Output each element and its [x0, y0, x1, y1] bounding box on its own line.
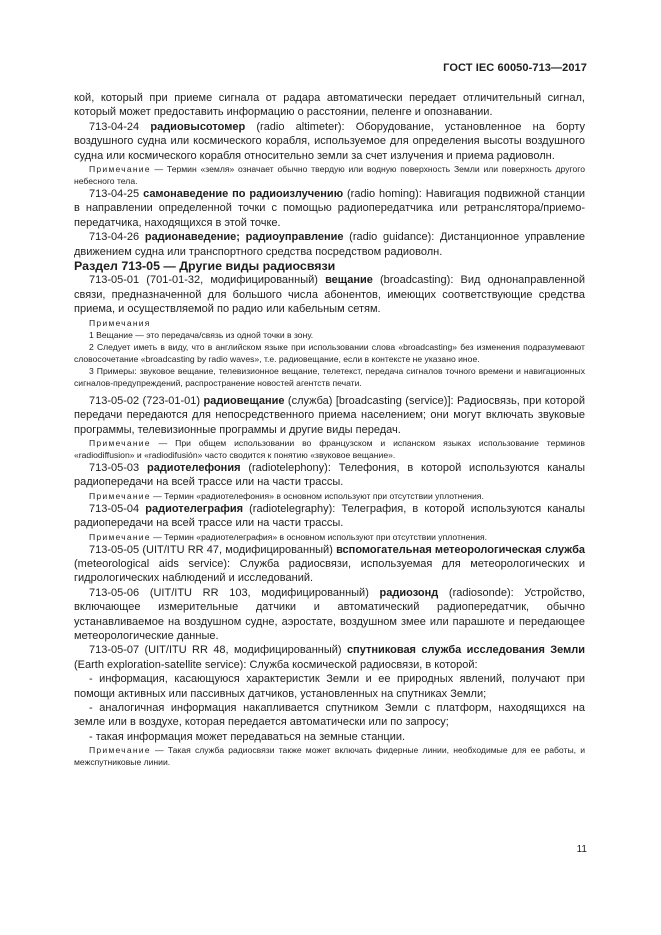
note-label: Примечание — [89, 164, 151, 175]
term-definition: (служба) [broadcasting (service)]: Радиосвязь, при которой передачи передаются для непосредственного приема населением; они могут включать звуковые программы, телевизионные программы и другие виды передач. — [74, 394, 585, 436]
term-definition: (radio altimeter): Оборудование, установленное на борту воздушного судна или космического корабля, используемое для определения высоты воздушного судна или космического корабля относительно земли за счет излучения и приема радиоволн. — [74, 120, 585, 162]
term-name: радиовещание — [203, 394, 285, 407]
note-text: — Термин «земля» означает обычно твердую или водную поверхность Земли или поверхность другого небесного тела. — [74, 164, 585, 187]
term-713-04-26 — [74, 230, 585, 259]
term-713-04-24 — [74, 120, 585, 163]
term-number: 713-05-01 (701-01-32, модифицированный) — [89, 274, 326, 287]
note-label: Примечание — [89, 490, 151, 501]
term-name: радиотелефония — [146, 461, 241, 474]
paragraph-continuation: кой, который при приеме сигнала от радара автоматически передает отличительный сигнал, который может предоставить информацию о расстоянии, пеленге и опознавании. — [74, 92, 585, 119]
term-713-05-01 — [74, 273, 585, 316]
page-number: 11 — [576, 844, 587, 855]
term-number: 713-05-02 (723-01-01) — [89, 394, 204, 407]
term-number: 713-04-26 — [89, 231, 145, 244]
term-number: 713-05-06 (UIT/ITU RR 103, модифицированный) — [89, 586, 380, 599]
term-definition: (radiotelephony): Телефония, в которой используются каналы радиопередачи на всей трассе или на части трассы. — [74, 461, 585, 489]
note-text: — При общем использовании во французском и испанском языках использование терминов «radiodiffusion» и «radiodifusión» часто сводится к понятию «звуковое вещание». — [74, 437, 585, 460]
term-name: вспомогательная метеорологическая служба — [336, 543, 585, 556]
term-number: 713-05-07 (UIT/ITU RR 48, модифицированный) — [89, 644, 347, 657]
note-label: Примечание — [89, 437, 151, 448]
note-text: — Такая служба радиосвязи также может включать фидерные линии, необходимые для ее работы, и межспутниковые линии. — [74, 745, 585, 768]
term-name: радиозонд — [379, 586, 439, 599]
term-name: радиовысотомер — [150, 120, 246, 133]
note-item-2: 2 Следует иметь в виду, что в английском языке при использовании слова «broadcasting» без изменения подразумевают словосочетание «broadcasting by radio waves», т.е. радиовещание, если в контексте не указано иное. — [74, 341, 585, 364]
note-item-1: 1 Вещание — это передача/связь из одной точки в зону. — [89, 329, 314, 340]
term-definition: (meteorological aids service): Служба радиосвязи, используемая для метеорологических и гидрологических наблюдений и исследований. — [74, 557, 585, 585]
term-number: 713-05-05 (UIT/ITU RR 47, модифицированный) — [89, 543, 337, 556]
section-heading: Раздел 713-05 — Другие виды радиосвязи — [74, 259, 336, 274]
term-number: 713-04-24 — [89, 120, 151, 133]
term-name: радионаведение; радиоуправление — [144, 231, 344, 244]
term-713-05-03 — [74, 461, 585, 490]
term-name: самонаведение по радиоизлучению — [143, 188, 344, 201]
note-713-05-04 — [74, 531, 585, 543]
note-label: Примечание — [89, 745, 151, 756]
note-label: Примечание — [89, 531, 151, 542]
list-item: - информация, касающуюся характеристик Земли и ее природных явлений, получают при помощи активных или пассивных датчиков, установленных на спутниках Земли; — [74, 673, 585, 700]
term-713-05-04 — [74, 502, 585, 531]
term-713-05-06 — [74, 586, 585, 644]
term-number: 713-05-04 — [89, 502, 146, 515]
notes-label: Примечания — [89, 317, 151, 328]
term-number: 713-04-25 — [89, 188, 144, 201]
term-name: спутниковая служба исследования Земли — [346, 644, 585, 657]
note-713-05-07 — [74, 744, 585, 768]
note-713-04-24 — [74, 163, 585, 187]
list-item: - аналогичная информация накапливается спутником Земли с платформ, находящихся на земле или в воздухе, которая передается автоматически или по запросу; — [74, 702, 585, 729]
term-name: вещание — [325, 274, 373, 287]
term-definition: (radio homing): Навигация подвижной станции в направлении определенной точки с помощью радиопередатчика или ретранслятора/приемо-передатчика, находящихся в этой точке. — [74, 188, 586, 229]
term-713-04-25 — [74, 187, 585, 230]
term-definition: (Earth exploration-satellite service): Служба космической радиосвязи, в которой: — [74, 658, 478, 671]
term-713-05-05 — [74, 543, 585, 586]
term-name: радиотелеграфия — [145, 502, 243, 515]
note-713-05-02 — [74, 437, 585, 461]
standard-header: ГОСТ IEC 60050-713—2017 — [443, 62, 587, 74]
term-definition: (radio guidance): Дистанционное управление движением судна или транспортного средства посредством радиоволн. — [74, 231, 585, 258]
document-body — [74, 91, 585, 768]
term-definition: (radiotelegraphy): Телеграфия, в которой используются каналы радиопередачи на всей трассе или на части трассы. — [74, 502, 585, 530]
note-text: — Термин «радиотелеграфия» в основном используют при отсутствии уплотнения. — [150, 531, 488, 542]
note-text: — Термин «радиотелефония» в основном используют при отсутствии уплотнения. — [150, 490, 484, 501]
note-713-05-03 — [74, 490, 585, 502]
term-definition: (radiosonde): Устройство, включающее измерительные датчики и автоматический радиопередатчик, обычно устанавливаемое на воздушном судне, аэростате, воздушном змее или парашюте и передающее метеорологические данные. — [74, 586, 586, 642]
term-713-05-02 — [74, 394, 585, 437]
list-item: - такая информация может передаваться на земные станции. — [89, 730, 406, 743]
term-713-05-07 — [74, 643, 585, 672]
note-item-3: 3 Примеры: звуковое вещание, телевизионное вещание, телетекст, передача сигналов точного времени и навигационных сигналов-предупреждений, распространение новостей агентств печати. — [74, 365, 585, 388]
term-definition: (broadcasting): Вид однонаправленной связи, предназначенной для большого числа абонентов, имеющих соответствующие средства приема, и осуществляемой по радио или кабельным сетям. — [74, 274, 585, 316]
term-number: 713-05-03 — [89, 461, 147, 474]
